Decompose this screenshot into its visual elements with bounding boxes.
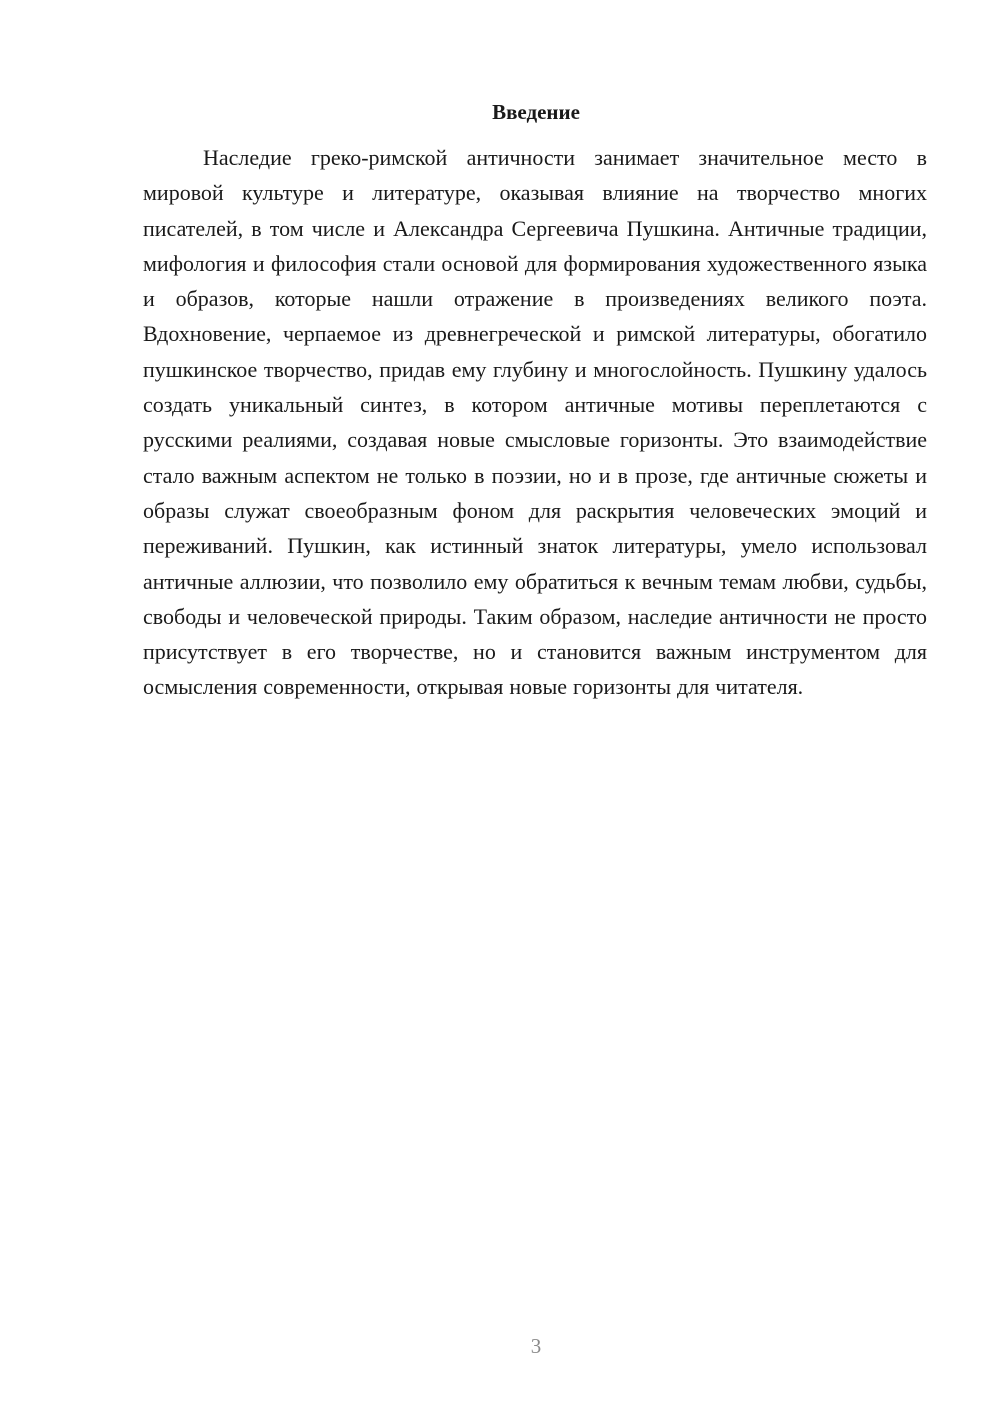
section-heading: Введение: [492, 100, 580, 124]
body-paragraph: Наследие греко-римской античности занимает значительное место в мировой культуре и литературе, оказывая влияние на творчество многих писателей, в том числе и Александра Сергеевича Пушкина. Античные традиции, мифология и философия стали основой для формирования художественного языка и образов, которые нашли отражение в произведениях великого поэта. Вдохновение, черпаемое из древнегреческой и римской литературы, обогатило пушкинское творчество, придав ему глубину и многослойность. Пушкину удалось создать уникальный синтез, в котором античные мотивы переплетаются с русскими реалиями, создавая новые смысловые горизонты. Это взаимодействие стало важным аспектом не только в поэзии, но и в прозе, где античные сюжеты и образы служат своеобразным фоном для раскрытия человеческих эмоций и переживаний. Пушкин, как истинный знаток литературы, умело использовал античные аллюзии, что позволило ему обратиться к вечным темам любви, судьбы, свободы и человеческой природы. Таким образом, наследие античности не просто присутствует в его творчестве, но и становится важным инструментом для осмысления современности, открывая новые горизонты для читателя.: [143, 145, 927, 700]
page-number: 3: [530, 1334, 542, 1358]
